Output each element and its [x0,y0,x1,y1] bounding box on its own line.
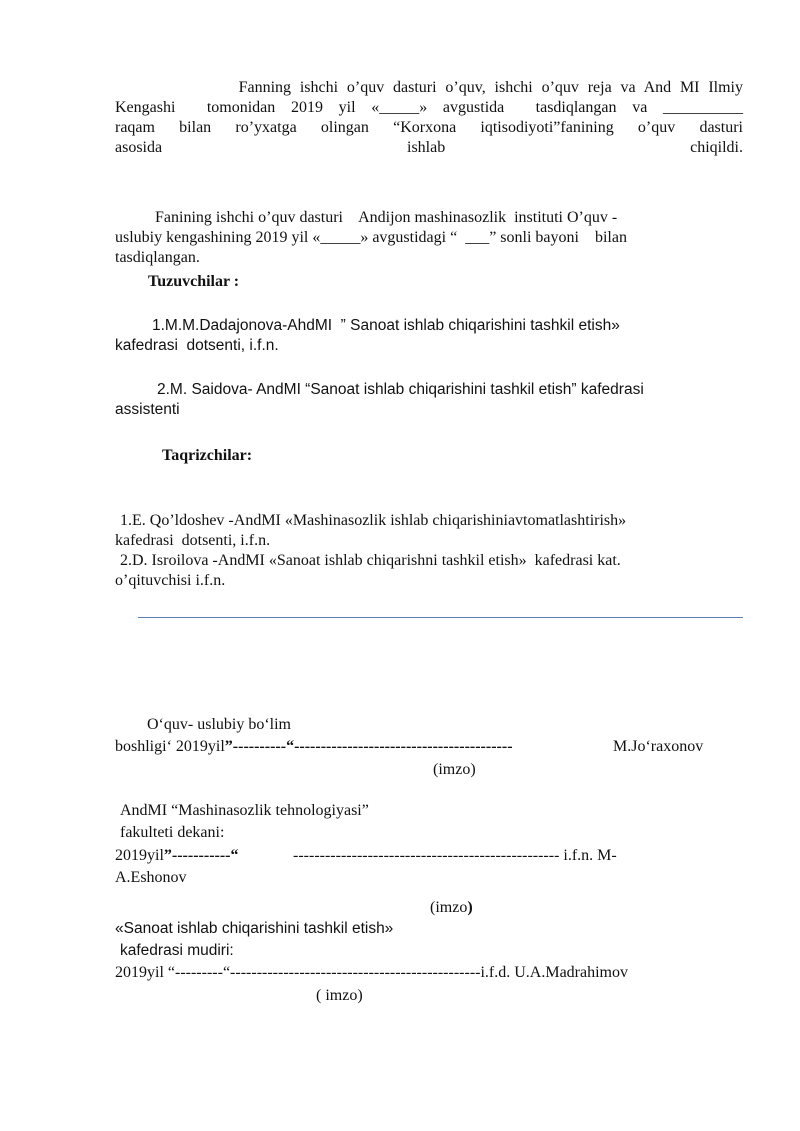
text-line: uslubiy kengashining 2019 yil «_____» avgustidagi “ ___” sonli bayoni bilan [115,229,627,246]
sign3-department: «Sanoat ishlab chiqarishini tashkil etish» [115,920,394,937]
sign2-role: fakulteti dekani: [120,824,225,841]
sign2-imzo [430,898,473,918]
sign2-imzo-text: (imzo [430,899,468,916]
sign2-faculty: AndMI “Mashinasozlik tehnologiyasi” [120,802,369,819]
sign3-line: 2019yil “---------“-----------------------------------------------i.f.d. U.A.Madrahimov [115,964,628,981]
text-line: tasdiqlangan. [115,249,200,266]
sign3-imzo: ( imzo) [316,987,363,1004]
text-line: raqam bilan ro’yxatga olingan “Korxona iqtisodiyoti”fanining o’quv dasturi [115,119,743,136]
text-line: Fanining ishchi o’quv dasturi Andijon mashinasozlik instituti O’quv - [115,209,618,226]
text-line: kafedrasi dotsenti, i.f.n. [115,337,279,354]
paragraph-approval-methodical [115,208,743,268]
sign3-role: kafedrasi mudiri: [120,942,234,959]
sign1-dashes: ”----------“----------------------------------------- [224,738,513,755]
text-line: Fanning ishchi o’quv dasturi o’quv, ishchi o’quv reja va And MI Ilmiy [115,79,743,96]
sign1-signer: M.Jo‘raxonov [613,738,704,755]
text-line: 1.M.M.Dadajonova-AhdMI ” Sanoat ishlab chiqarishini tashkil etish» [152,317,620,334]
text-line: 2.M. Saidova- AndMI “Sanoat ishlab chiqarishini tashkil etish” kafedrasi [157,381,644,398]
sign2-date: 2019yil [115,847,164,864]
sign2-imzo-close: ) [467,899,473,916]
text-line: o’qituvchisi i.f.n. [115,572,226,589]
text-line: Kengashi tomonidan 2019 yil «_____» avgustida tasdiqlangan va __________ [115,99,743,116]
sign1-date: boshligi‘ 2019yil [115,738,225,755]
text-line: assistenti [115,401,180,418]
text-line: asosida ishlab chiqildi. [115,139,743,156]
author-2 [115,380,743,420]
sign2-dashes-b: -------------------------------------------------- i.f.n. M- [293,847,617,864]
reviewer-1 [112,511,743,551]
text-line: 2.D. Isroilova -AndMI «Sanoat ishlab chiqarishni tashkil etish» kafedrasi kat. [112,552,621,569]
sign2-signer: A.Eshonov [115,869,187,886]
authors-heading: Tuzuvchilar : [148,273,240,290]
sign2-dashes-a: ”-----------“ [163,847,239,864]
paragraph-approval-council [115,78,743,158]
reviewers-heading: Taqrizchilar: [162,447,253,464]
author-1 [115,316,743,356]
text-line: kafedrasi dotsenti, i.f.n. [115,532,271,549]
reviewer-2 [112,551,743,591]
separator-line [138,617,743,618]
sign1-title: O‘quv- uslubiy bo‘lim [147,716,291,733]
sign1-imzo: (imzo) [433,761,476,778]
text-line: 1.E. Qo’ldoshev -AndMI «Mashinasozlik ishlab chiqarishiniavtomatlashtirish» [112,512,627,529]
sign1-line [115,737,743,757]
sign2-line [115,846,743,866]
